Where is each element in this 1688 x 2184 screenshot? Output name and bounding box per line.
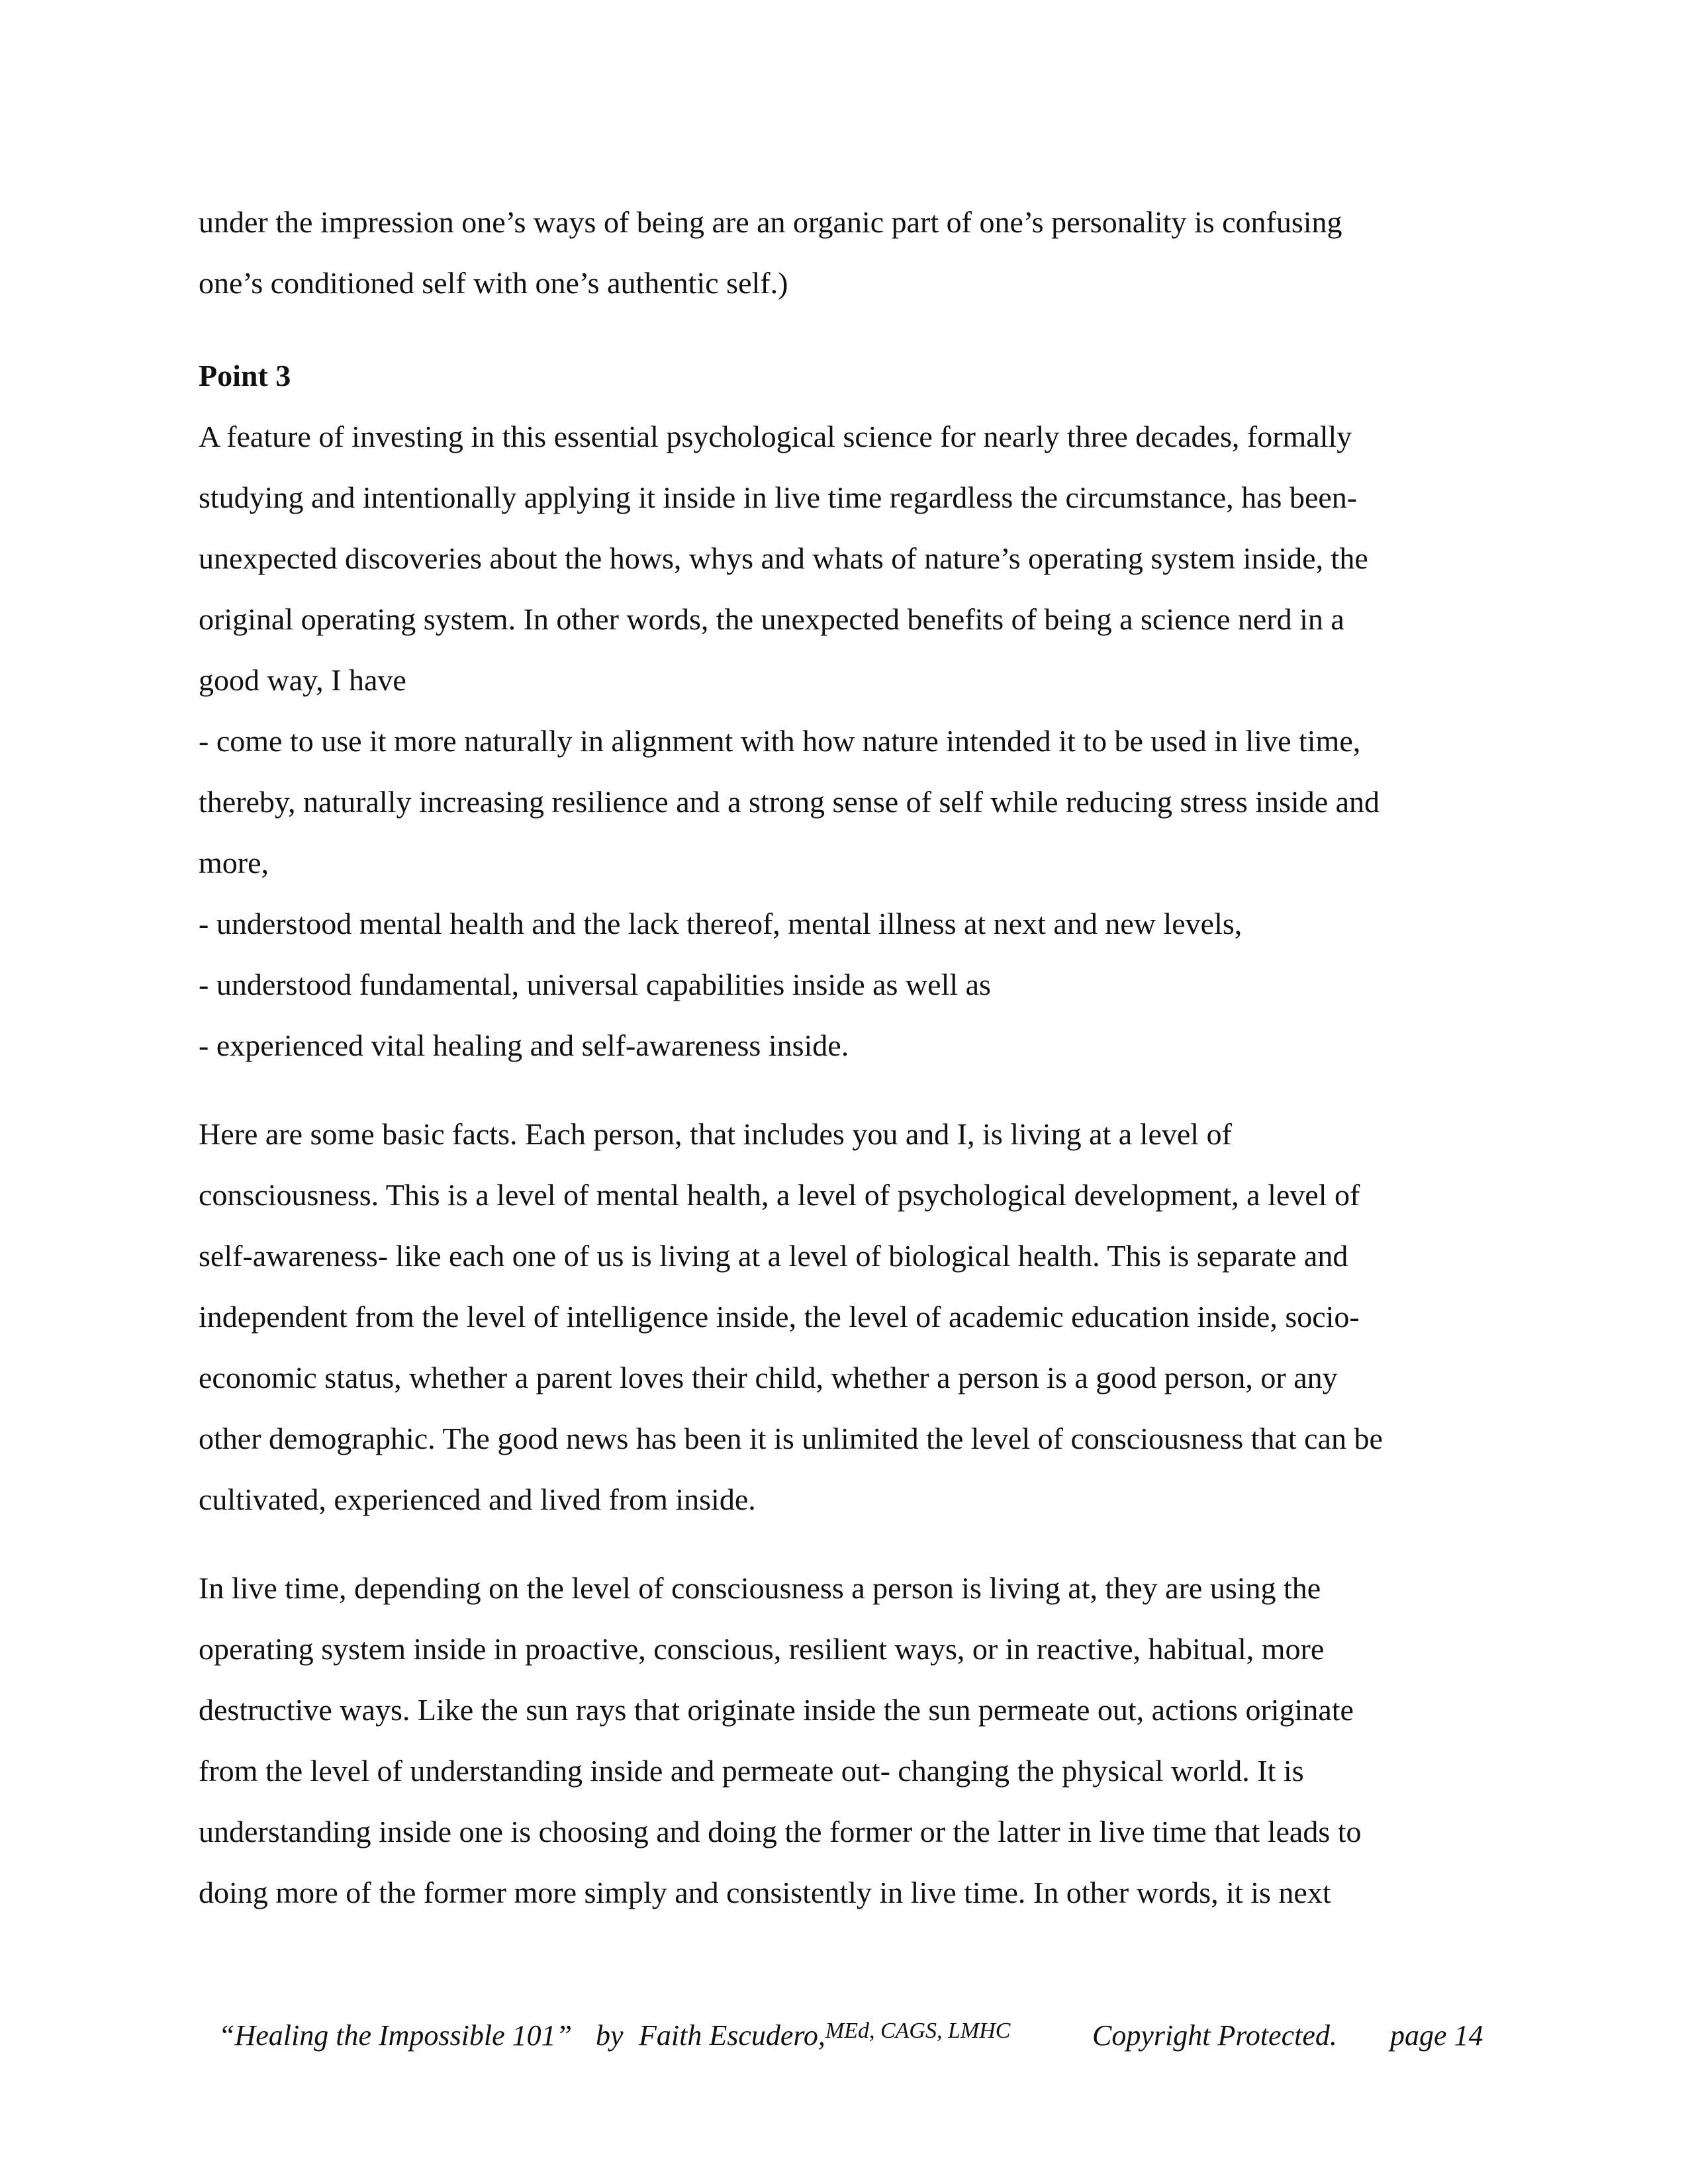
paragraph-gap — [199, 314, 1489, 345]
section-heading: Point 3 — [199, 359, 291, 392]
text-line: economic status, whether a parent loves their child, whether a person is a good person, or any — [199, 1361, 1338, 1394]
list-item: - experienced vital healing and self-awareness inside. — [199, 1028, 849, 1062]
text-line: under the impression one’s ways of being are an organic part of one’s personality is confusing — [199, 205, 1342, 239]
paragraph-4 — [199, 1558, 1489, 1923]
text-line: In live time, depending on the level of consciousness a person is living at, they are using the — [199, 1571, 1321, 1605]
page-footer — [0, 2019, 1688, 2058]
text-line: other demographic. The good news has been it is unlimited the level of consciousness that can be — [199, 1422, 1383, 1455]
footer-author-name: Faith Escudero, — [639, 2019, 825, 2052]
text-line: Here are some basic facts. Each person, that includes you and I, is living at a level of — [199, 1117, 1232, 1151]
text-line: understanding inside one is choosing and doing the former or the latter in live time that leads to — [199, 1815, 1362, 1848]
text-line: A feature of investing in this essential psychological science for nearly three decades, formally — [199, 420, 1352, 453]
page-body — [199, 192, 1489, 1923]
text-line: from the level of understanding inside and permeate out- changing the physical world. It is — [199, 1754, 1304, 1788]
paragraph-gap — [199, 1076, 1489, 1104]
paragraph-2 — [199, 406, 1489, 1076]
list-item: - understood mental health and the lack thereof, mental illness at next and new levels, — [199, 907, 1243, 940]
list-item: - come to use it more naturally in alignment with how nature intended it to be used in live time, — [199, 724, 1361, 758]
footer-author — [639, 2019, 1011, 2052]
list-item: - understood fundamental, universal capabilities inside as well as — [199, 968, 991, 1001]
text-line: one’s conditioned self with one’s authentic self.) — [199, 266, 788, 300]
text-line: destructive ways. Like the sun rays that originate inside the sun permeate out, actions originate — [199, 1693, 1354, 1727]
text-line: more, — [199, 846, 269, 880]
paragraph-gap — [199, 1530, 1489, 1558]
text-line: doing more of the former more simply and consistently in live time. In other words, it is next — [199, 1876, 1331, 1909]
text-line: consciousness. This is a level of mental health, a level of psychological development, a level of — [199, 1178, 1360, 1212]
text-line: self-awareness- like each one of us is living at a level of biological health. This is separate and — [199, 1239, 1348, 1273]
text-line: original operating system. In other words, the unexpected benefits of being a science nerd in a — [199, 602, 1344, 636]
footer-credentials: MEd, CAGS, LMHC — [825, 2019, 1011, 2043]
text-line: operating system inside in proactive, conscious, resilient ways, or in reactive, habitual, more — [199, 1632, 1325, 1666]
footer-book-title: “Healing the Impossible 101” — [218, 2019, 573, 2052]
text-line: cultivated, experienced and lived from inside. — [199, 1482, 756, 1516]
text-line: good way, I have — [199, 663, 406, 697]
text-line: thereby, naturally increasing resilience and a strong sense of self while reducing stress inside and — [199, 785, 1380, 819]
text-line: independent from the level of intelligence inside, the level of academic education inside, socio- — [199, 1300, 1360, 1334]
footer-by: by — [596, 2019, 624, 2052]
paragraph-1 — [199, 192, 1489, 314]
paragraph-3 — [199, 1104, 1489, 1530]
text-line: unexpected discoveries about the hows, whys and whats of nature’s operating system inside, the — [199, 541, 1368, 575]
footer-copyright: Copyright Protected. — [1092, 2019, 1337, 2052]
page-number: page 14 — [1390, 2019, 1483, 2052]
text-line: studying and intentionally applying it inside in live time regardless the circumstance, has been- — [199, 480, 1358, 514]
